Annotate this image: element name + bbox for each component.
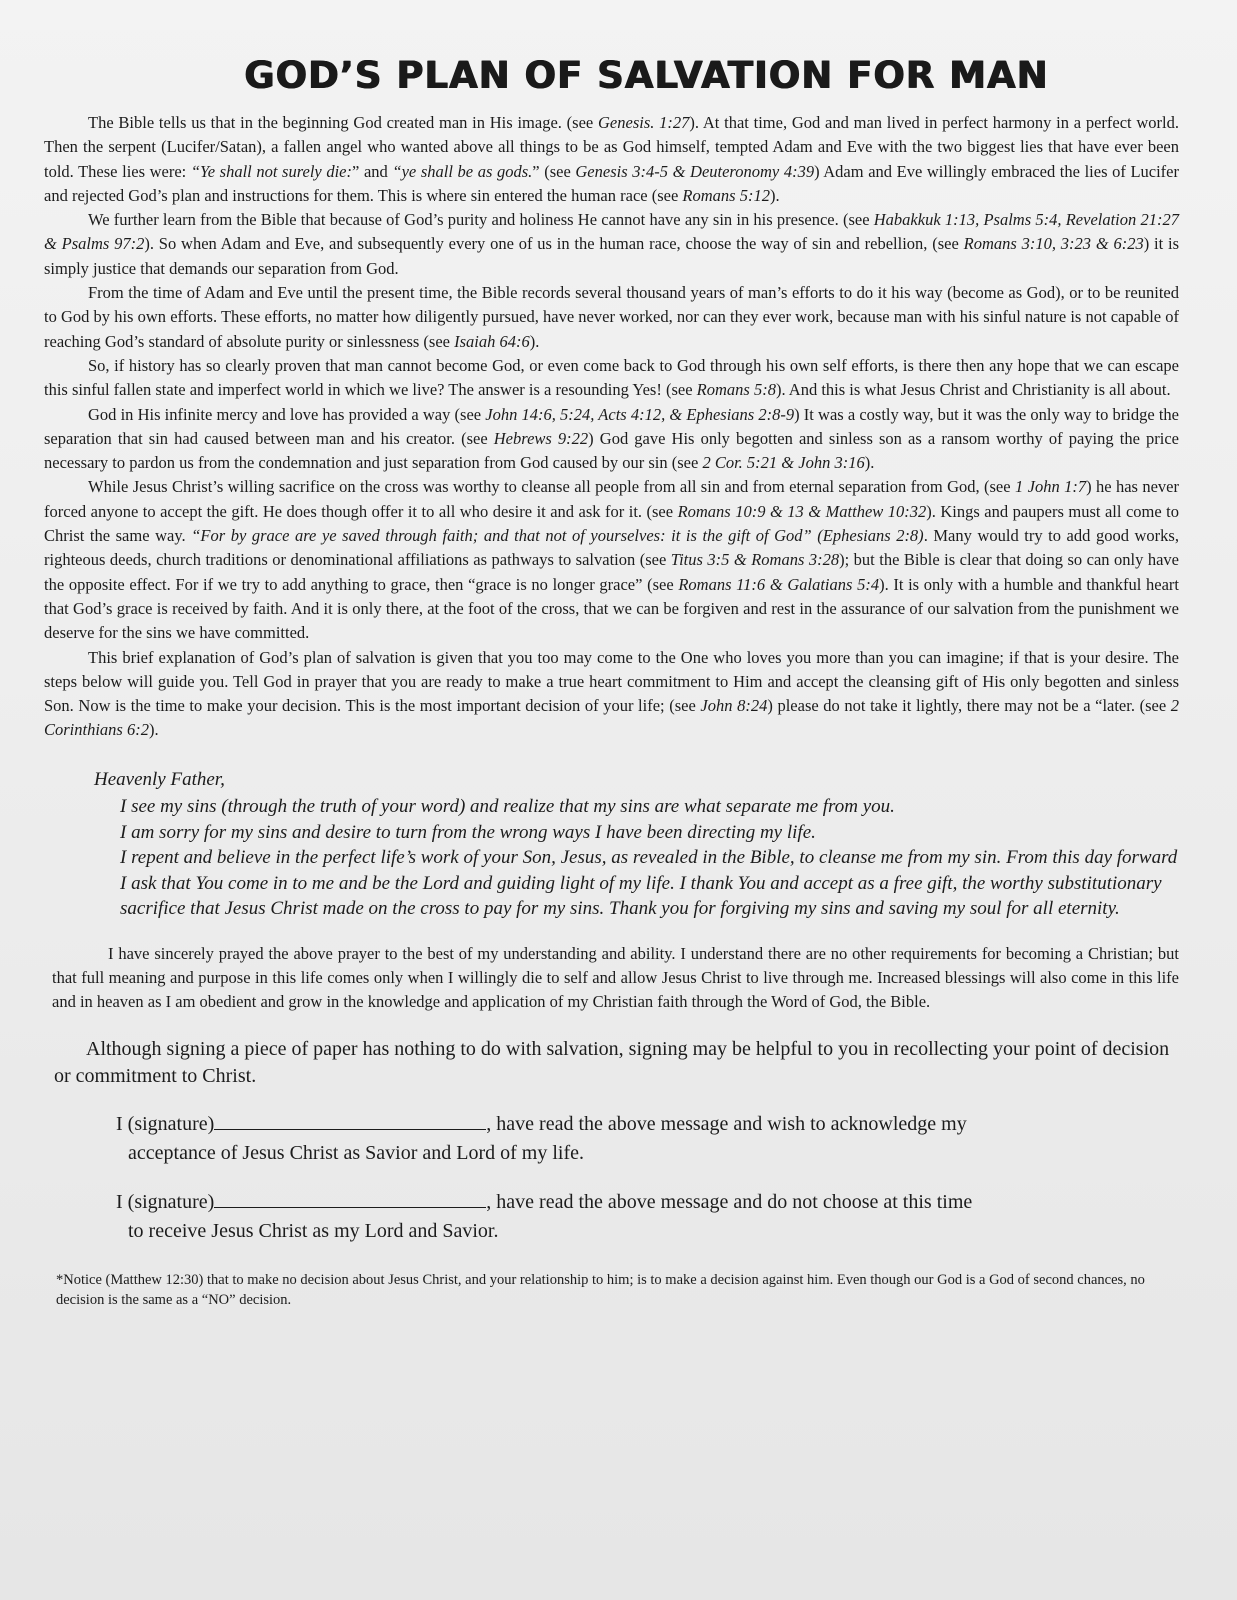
body-text-run: While Jesus Christ’s willing sacrifice on the cross was worthy to cleanse all people from all sin and from eternal separation from God, (see (88, 477, 1015, 497)
body-paragraph (44, 646, 1179, 743)
commitment-statement (52, 942, 1179, 1014)
body-text-run: ” (see (532, 161, 576, 181)
scripture-reference: Genesis 3:4-5 & Deuteronomy 4:39 (575, 161, 815, 181)
body-text-run: ” and (352, 161, 393, 181)
signing-note (54, 1036, 1179, 1090)
body-text-run: . Many would try to add good works, righteous deeds, church traditions or denominational affiliations as pathways to salvation (see (44, 526, 1179, 570)
signature-line-accept[interactable] (214, 1111, 486, 1130)
body-text-run: ) God gave His only begotten and sinless son as a ransom worthy of paying the price necessary to pardon us from the condemnation and just separation from God caused by our sin (see (44, 428, 1179, 473)
body-text-run: God in His infinite mercy and love has provided a way (see (88, 404, 486, 424)
notice-footnote: *Notice (Matthew 12:30) that to make no decision about Jesus Christ, and your relationship to him; is to make a decision against him. Even though our God is a God of second chances, no decision is the same as a “NO” decision. (56, 1271, 1145, 1308)
body-text-run: ). So when Adam and Eve, and subsequently every one of us in the human race, choose the way of sin and rebellion, (see (144, 234, 964, 254)
body-text-run: ); but the Bible is clear that doing so can only have the opposite effect. For if we try to add anything to grace, then “grace is no longer grace” (see (44, 550, 1179, 594)
signature-statement: , have read the above message and wish to acknowledge my (486, 1112, 967, 1135)
body-paragraph (44, 475, 1179, 645)
signature-decline (116, 1188, 1179, 1246)
scripture-reference: Hebrews 9:22 (493, 428, 589, 448)
scripture-reference: “ye shall be as gods. (392, 161, 533, 181)
body-text-run: ). (769, 185, 780, 205)
scripture-reference: “For by grace are ye saved through faith; and that not of yourselves: it is the gift of God” (Ephesians 2:8) (191, 526, 924, 546)
signature-label: I (signature) (116, 1190, 215, 1213)
scripture-reference: 2 Cor. 5:21 & John 3:16 (702, 453, 865, 473)
body-paragraph (44, 281, 1179, 354)
body-text-run: ) It was a costly way, but it was the only way to bridge the separation that sin had caused between man and his creator. (see (44, 404, 1179, 448)
scripture-reference: Romans 5:12 (682, 185, 770, 205)
prayer-block (94, 767, 1179, 922)
body-paragraph (44, 403, 1179, 476)
scripture-reference: Romans 5:8 (696, 380, 776, 400)
body-text-run: ). Kings and paupers must all come to Christ the same way. (44, 501, 1179, 546)
body-text-run: ). (148, 720, 159, 740)
body-text-run: ) please do not take it lightly, there may not be a “later. (see (767, 696, 1171, 716)
body-text-run: ). (864, 453, 875, 473)
prayer-line: I am sorry for my sins and desire to turn from the wrong ways I have been directing my life. (120, 821, 816, 843)
scripture-reference: Isaiah 64:6 (454, 331, 530, 351)
body-text-run: ) he has never forced anyone to accept the gift. He does though offer it to all who desire it and ask for it. (see (44, 477, 1179, 521)
scripture-reference: John 14:6, 5:24, Acts 4:12, & Ephesians 2:8-9 (485, 404, 795, 424)
body-paragraph (44, 208, 1179, 281)
explanation-body (44, 111, 1179, 743)
body-text-run: The Bible tells us that in the beginning God created man in His image. (see (88, 113, 598, 132)
prayer-line: I see my sins (through the truth of your word) and realize that my sins are what separate me from you. (120, 796, 895, 818)
scripture-reference: Romans 3:10, 3:23 & 6:23 (963, 234, 1144, 254)
body-text-run: ). At that time, God and man lived in perfect harmony in a perfect world. Then the serpent (Lucifer/Satan), a fallen angel who wanted above all things to be as God himself, tempted Adam and Eve with the two biggest lies that have ever been told. These lies were: (44, 113, 1180, 181)
signature-label: I (signature) (116, 1112, 215, 1135)
body-text-run: We further learn from the Bible that because of God’s purity and holiness He cannot have any sin in his presence. (see (88, 210, 874, 230)
signing-note-text: Although signing a piece of paper has nothing to do with salvation, signing may be helpful to you in recollecting your point of decision or commitment to Christ. (54, 1037, 1170, 1087)
scripture-reference: 2 Corinthians 6:2 (44, 696, 1179, 740)
commitment-text: I have sincerely prayed the above prayer to the best of my understanding and ability. I understand there are no other requirements for becoming a Christian; but that full meaning and purpose in this life comes only when I willingly die to self and allow Jesus Christ to live through me. Increased blessings will also come in this life and in heaven as I am obedient and grow in the knowledge and application of my Christian faith through the Word of God, the Bible. (52, 943, 1179, 1011)
scripture-reference: John 8:24 (700, 696, 768, 716)
prayer-line: I repent and believe in the perfect life’s work of your Son, Jesus, as revealed in the Bible, to cleanse me from my sin. From this day forward I ask that You come in to me and be the Lord and guiding light of my life. I thank You and accept as a free gift, the worthy substitutionary sacrifice that Jesus Christ made on the cross to pay for my sins. Thank you for forgiving my sins and saving my soul for all eternity. (120, 847, 1178, 920)
body-text-run: This brief explanation of God’s plan of salvation is given that you too may come to the One who loves you more than you can imagine; if that is your desire. The steps below will guide you. Tell God in prayer that you are ready to make a true heart commitment to Him and accept the cleansing gift of His only begotten and sinless Son. Now is the time to make your decision. This is the most important decision of your life; (see (44, 647, 1179, 716)
signature-line-decline[interactable] (214, 1189, 486, 1208)
scripture-reference: 1 John 1:7 (1014, 477, 1087, 497)
body-paragraph (44, 354, 1179, 403)
body-text-run: ). And this is what Jesus Christ and Christianity is all about. (775, 380, 1171, 400)
body-text-run: ) Adam and Eve willingly embraced the lies of Lucifer and rejected God’s plan and instructions for them. This is where sin entered the human race (see (44, 161, 1179, 205)
scripture-reference: Habakkuk 1:13, Psalms 5:4, Revelation 21:27 & Psalms 97:2 (44, 210, 1179, 254)
signature-statement: , have read the above message and do not choose at this time (486, 1190, 973, 1213)
scripture-reference: Genesis. 1:27 (598, 113, 690, 132)
body-paragraph (44, 111, 1179, 208)
signature-continuation: acceptance of Jesus Christ as Savior and Lord of my life. (128, 1141, 584, 1164)
scripture-reference: “Ye shall not surely die: (190, 161, 353, 181)
scripture-reference: Romans 10:9 & 13 & Matthew 10:32 (677, 501, 927, 521)
scripture-reference: Titus 3:5 & Romans 3:28 (670, 550, 840, 570)
page-title: GOD’S PLAN OF SALVATION FOR MAN (244, 54, 1049, 97)
body-text-run: ) it is simply justice that demands our separation from God. (44, 234, 1180, 278)
body-text-run: ). (529, 331, 540, 351)
body-text-run: So, if history has so clearly proven that man cannot become God, or even come back to God through his own self efforts, is there then any hope that we can escape this sinful fallen state and imperfect world in which we live? The answer is a resounding Yes! (see (44, 355, 1179, 400)
scripture-reference: Romans 11:6 & Galatians 5:4 (678, 574, 880, 594)
signature-acceptance (116, 1110, 1179, 1168)
body-text-run: From the time of Adam and Eve until the present time, the Bible records several thousand years of man’s efforts to do it his way (become as God), or to be reunited to God by his own efforts. These efforts, no matter how diligently pursued, have never worked, nor can they ever work, because man with his sinful nature is not capable of reaching God’s standard of absolute purity or sinlessness (see (44, 283, 1179, 351)
signature-continuation: to receive Jesus Christ as my Lord and Savior. (128, 1219, 499, 1242)
body-text-run: ). It is only with a humble and thankful heart that God’s grace is received by faith. And it is only there, at the foot of the cross, that we can be forgiven and rest in the assurance of our salvation from the punishment we deserve for the sins we have committed. (44, 574, 1179, 643)
prayer-salutation: Heavenly Father, (94, 768, 225, 790)
